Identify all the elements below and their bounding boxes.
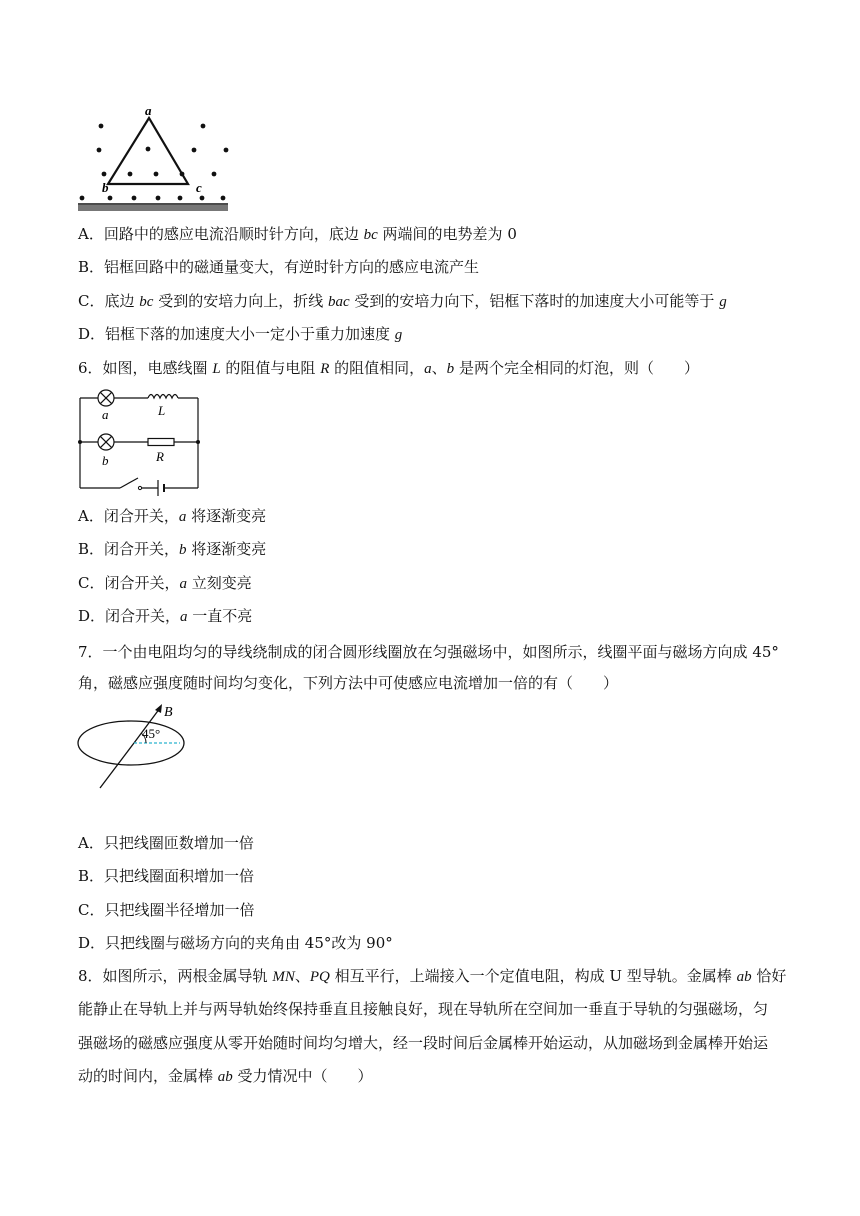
q7-coil-figure bbox=[76, 700, 196, 792]
junction-dot-right bbox=[196, 440, 200, 444]
label-L: L bbox=[158, 403, 166, 418]
label-R: R bbox=[156, 449, 164, 464]
label-angle: 45° bbox=[142, 726, 161, 741]
junction-dot-left bbox=[78, 440, 82, 444]
q6-option-d: D．闭合开关，a 一直不亮 bbox=[78, 607, 253, 625]
q7-option-b: B．只把线圈面积增加一倍 bbox=[78, 867, 255, 885]
ground-hatch bbox=[78, 205, 228, 211]
q5-option-d: D．铝框下落的加速度大小一定小于重力加速度 g bbox=[78, 325, 403, 343]
q8-stem-line2: 能静止在导轨上并与两导轨始终保持垂直且接触良好，现在导轨所在空间加一垂直于导轨的匀强磁场，匀 bbox=[78, 1000, 769, 1018]
label-a: a bbox=[102, 407, 109, 422]
q7-option-a: A．只把线圈匝数增加一倍 bbox=[78, 834, 254, 852]
inductor-icon bbox=[148, 395, 178, 399]
switch-contact-icon bbox=[138, 486, 141, 489]
q7-option-c: C．只把线圈半径增加一倍 bbox=[78, 901, 255, 919]
q5-option-b: B．铝框回路中的磁通量变大，有逆时针方向的感应电流产生 bbox=[78, 258, 480, 276]
q6-option-c: C．闭合开关，a 立刻变亮 bbox=[78, 574, 252, 592]
q8-stem-line3: 强磁场的磁感应强度从零开始随时间均匀增大，经一段时间后金属棒开始运动，从加磁场到金属棒开始运 bbox=[78, 1034, 769, 1052]
q5-option-c: C．底边 bc 受到的安培力向上，折线 bac 受到的安培力向下，铝框下落时的加速度大小可能等于 g bbox=[78, 292, 727, 310]
coil-ellipse bbox=[78, 721, 184, 765]
label-b: b bbox=[102, 453, 109, 468]
q8-stem-line1: 8．如图所示，两根金属导轨 MN、PQ 相互平行，上端接入一个定值电阻，构成 U 型导轨。金属棒 ab 恰好 bbox=[78, 967, 787, 985]
vertex-b-label: b bbox=[102, 180, 109, 195]
q6-option-b: B．闭合开关，b 将逐渐变亮 bbox=[78, 540, 267, 558]
vertex-c-label: c bbox=[196, 180, 202, 195]
q7-stem-line1: 7．一个由电阻均匀的导线绕制成的闭合圆形线圈放在匀强磁场中，如图所示，线圈平面与磁场方向成 45° bbox=[78, 643, 779, 661]
resistor-icon bbox=[148, 439, 174, 446]
switch-icon bbox=[120, 478, 138, 488]
q5-triangle-figure bbox=[76, 104, 232, 216]
q7-stem-line2: 角，磁感应强度随时间均匀变化，下列方法中可使感应电流增加一倍的有（ ） bbox=[78, 674, 619, 692]
q6-option-a: A．闭合开关，a 将逐渐变亮 bbox=[78, 507, 267, 525]
label-B: B bbox=[164, 705, 173, 720]
arrowhead-icon bbox=[155, 704, 162, 713]
q6-stem: 6．如图，电感线圈 L 的阻值与电阻 R 的阻值相同，a、b 是两个完全相同的灯泡，则（ ） bbox=[78, 359, 699, 377]
q6-circuit-figure bbox=[78, 384, 204, 496]
q8-stem-line4: 动的时间内，金属棒 ab 受力情况中（ ） bbox=[78, 1067, 373, 1085]
vertex-a-label: a bbox=[145, 104, 152, 118]
q5-option-a: A．回路中的感应电流沿顺时针方向，底边 bc 两端间的电势差为 0 bbox=[78, 225, 517, 243]
q7-option-d: D．只把线圈与磁场方向的夹角由 45°改为 90° bbox=[78, 934, 393, 952]
